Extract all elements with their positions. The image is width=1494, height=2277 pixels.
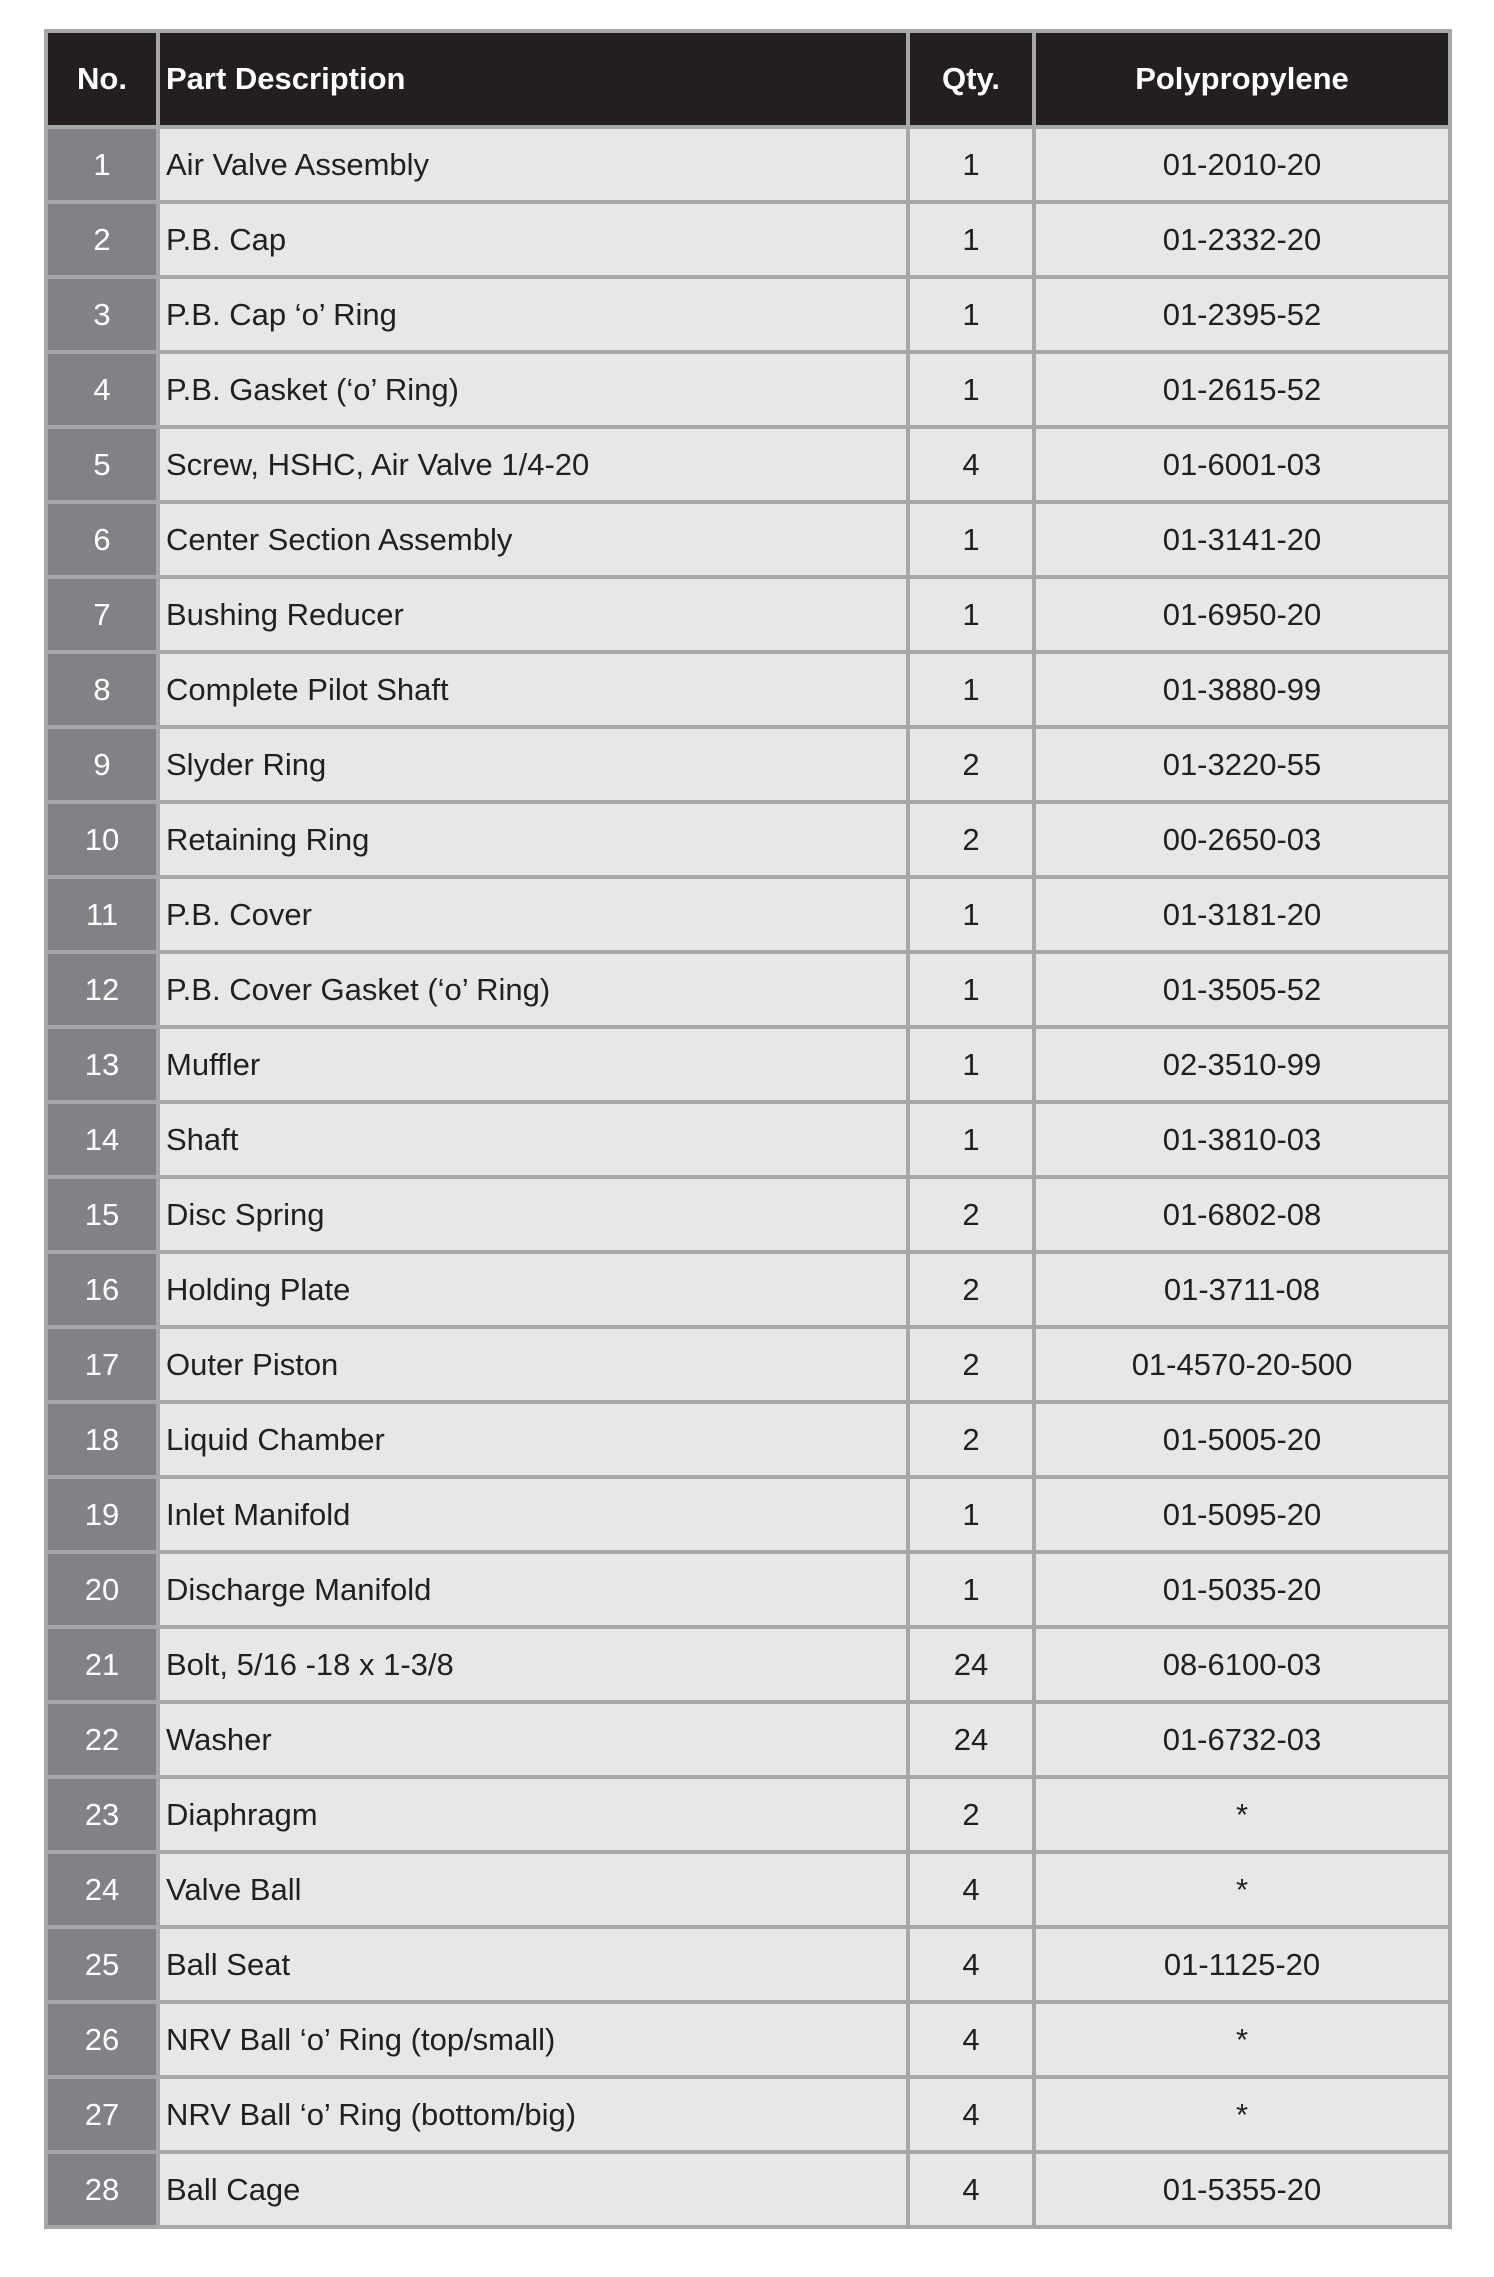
polypropylene-part-number: 01-4570-20-500 — [1034, 1327, 1450, 1402]
table-row — [46, 1777, 1450, 1852]
polypropylene-part-number: * — [1034, 2077, 1450, 2152]
part-description: P.B. Gasket (‘o’ Ring) — [158, 352, 908, 427]
quantity: 2 — [908, 1177, 1034, 1252]
table-row — [46, 1702, 1450, 1777]
table-row — [46, 1927, 1450, 2002]
quantity: 2 — [908, 1252, 1034, 1327]
quantity: 1 — [908, 127, 1034, 202]
quantity: 1 — [908, 952, 1034, 1027]
item-number: 26 — [46, 2002, 158, 2077]
polypropylene-part-number: 01-3711-08 — [1034, 1252, 1450, 1327]
table-row — [46, 1102, 1450, 1177]
polypropylene-part-number: * — [1034, 1852, 1450, 1927]
part-description: P.B. Cover Gasket (‘o’ Ring) — [158, 952, 908, 1027]
item-number: 9 — [46, 727, 158, 802]
polypropylene-part-number: 01-6732-03 — [1034, 1702, 1450, 1777]
header-qty: Qty. — [908, 31, 1034, 127]
item-number: 10 — [46, 802, 158, 877]
item-number: 6 — [46, 502, 158, 577]
part-description: Retaining Ring — [158, 802, 908, 877]
part-description: P.B. Cap — [158, 202, 908, 277]
part-description: Disc Spring — [158, 1177, 908, 1252]
table-row — [46, 577, 1450, 652]
polypropylene-part-number: 01-6950-20 — [1034, 577, 1450, 652]
part-description: Ball Seat — [158, 1927, 908, 2002]
polypropylene-part-number: 01-2010-20 — [1034, 127, 1450, 202]
polypropylene-part-number: 01-5355-20 — [1034, 2152, 1450, 2227]
table-row — [46, 727, 1450, 802]
part-description: Bolt, 5/16 -18 x 1-3/8 — [158, 1627, 908, 1702]
table-row — [46, 802, 1450, 877]
quantity: 1 — [908, 577, 1034, 652]
polypropylene-part-number: 01-3181-20 — [1034, 877, 1450, 952]
polypropylene-part-number: 01-3141-20 — [1034, 502, 1450, 577]
polypropylene-part-number: 01-5035-20 — [1034, 1552, 1450, 1627]
part-description: Ball Cage — [158, 2152, 908, 2227]
part-description: Slyder Ring — [158, 727, 908, 802]
part-description: Discharge Manifold — [158, 1552, 908, 1627]
header-no: No. — [46, 31, 158, 127]
quantity: 2 — [908, 802, 1034, 877]
item-number: 2 — [46, 202, 158, 277]
table-row — [46, 1627, 1450, 1702]
quantity: 1 — [908, 352, 1034, 427]
header-polypropylene: Polypropylene — [1034, 31, 1450, 127]
polypropylene-part-number: 02-3510-99 — [1034, 1027, 1450, 1102]
part-description: P.B. Cap ‘o’ Ring — [158, 277, 908, 352]
part-description: Inlet Manifold — [158, 1477, 908, 1552]
item-number: 18 — [46, 1402, 158, 1477]
quantity: 1 — [908, 1102, 1034, 1177]
quantity: 1 — [908, 652, 1034, 727]
item-number: 7 — [46, 577, 158, 652]
part-description: Muffler — [158, 1027, 908, 1102]
polypropylene-part-number: 01-3220-55 — [1034, 727, 1450, 802]
part-description: NRV Ball ‘o’ Ring (bottom/big) — [158, 2077, 908, 2152]
table-header — [46, 31, 1450, 127]
table-row — [46, 1852, 1450, 1927]
table-row — [46, 427, 1450, 502]
quantity: 4 — [908, 2077, 1034, 2152]
quantity: 1 — [908, 877, 1034, 952]
quantity: 1 — [908, 1552, 1034, 1627]
item-number: 5 — [46, 427, 158, 502]
polypropylene-part-number: 01-2615-52 — [1034, 352, 1450, 427]
quantity: 1 — [908, 277, 1034, 352]
item-number: 16 — [46, 1252, 158, 1327]
part-description: Holding Plate — [158, 1252, 908, 1327]
header-part-description: Part Description — [158, 31, 908, 127]
item-number: 28 — [46, 2152, 158, 2227]
polypropylene-part-number: 01-5005-20 — [1034, 1402, 1450, 1477]
polypropylene-part-number: * — [1034, 1777, 1450, 1852]
item-number: 25 — [46, 1927, 158, 2002]
item-number: 17 — [46, 1327, 158, 1402]
part-description: Outer Piston — [158, 1327, 908, 1402]
item-number: 19 — [46, 1477, 158, 1552]
polypropylene-part-number: 00-2650-03 — [1034, 802, 1450, 877]
polypropylene-part-number: 01-3810-03 — [1034, 1102, 1450, 1177]
part-description: Bushing Reducer — [158, 577, 908, 652]
item-number: 21 — [46, 1627, 158, 1702]
polypropylene-part-number: 01-6001-03 — [1034, 427, 1450, 502]
quantity: 2 — [908, 1777, 1034, 1852]
item-number: 27 — [46, 2077, 158, 2152]
item-number: 4 — [46, 352, 158, 427]
part-description: Washer — [158, 1702, 908, 1777]
polypropylene-part-number: 01-6802-08 — [1034, 1177, 1450, 1252]
polypropylene-part-number: 01-5095-20 — [1034, 1477, 1450, 1552]
polypropylene-part-number: 01-1125-20 — [1034, 1927, 1450, 2002]
quantity: 4 — [908, 427, 1034, 502]
item-number: 24 — [46, 1852, 158, 1927]
part-description: Valve Ball — [158, 1852, 908, 1927]
part-description: P.B. Cover — [158, 877, 908, 952]
quantity: 4 — [908, 2152, 1034, 2227]
quantity: 1 — [908, 1477, 1034, 1552]
table-row — [46, 652, 1450, 727]
polypropylene-part-number: 01-2395-52 — [1034, 277, 1450, 352]
table-row — [46, 502, 1450, 577]
quantity: 1 — [908, 202, 1034, 277]
part-description: Diaphragm — [158, 1777, 908, 1852]
quantity: 24 — [908, 1702, 1034, 1777]
polypropylene-part-number: 01-2332-20 — [1034, 202, 1450, 277]
item-number: 13 — [46, 1027, 158, 1102]
quantity: 2 — [908, 1327, 1034, 1402]
part-description: NRV Ball ‘o’ Ring (top/small) — [158, 2002, 908, 2077]
part-description: Air Valve Assembly — [158, 127, 908, 202]
quantity: 4 — [908, 1927, 1034, 2002]
table-row — [46, 952, 1450, 1027]
table-row — [46, 1402, 1450, 1477]
quantity: 1 — [908, 502, 1034, 577]
item-number: 14 — [46, 1102, 158, 1177]
header-row — [46, 31, 1450, 127]
quantity: 24 — [908, 1627, 1034, 1702]
table-row — [46, 1252, 1450, 1327]
item-number: 12 — [46, 952, 158, 1027]
polypropylene-part-number: 01-3505-52 — [1034, 952, 1450, 1027]
part-description: Screw, HSHC, Air Valve 1/4-20 — [158, 427, 908, 502]
table-row — [46, 1477, 1450, 1552]
table-row — [46, 1552, 1450, 1627]
table-row — [46, 877, 1450, 952]
item-number: 20 — [46, 1552, 158, 1627]
item-number: 22 — [46, 1702, 158, 1777]
item-number: 15 — [46, 1177, 158, 1252]
quantity: 4 — [908, 2002, 1034, 2077]
table-row — [46, 127, 1450, 202]
quantity: 4 — [908, 1852, 1034, 1927]
part-description: Center Section Assembly — [158, 502, 908, 577]
part-description: Complete Pilot Shaft — [158, 652, 908, 727]
table-body — [46, 127, 1450, 2227]
table-row — [46, 1027, 1450, 1102]
table-row — [46, 2002, 1450, 2077]
item-number: 1 — [46, 127, 158, 202]
item-number: 23 — [46, 1777, 158, 1852]
table-row — [46, 352, 1450, 427]
quantity: 1 — [908, 1027, 1034, 1102]
part-description: Shaft — [158, 1102, 908, 1177]
quantity: 2 — [908, 1402, 1034, 1477]
table-row — [46, 2152, 1450, 2227]
item-number: 11 — [46, 877, 158, 952]
table-row — [46, 202, 1450, 277]
part-description: Liquid Chamber — [158, 1402, 908, 1477]
polypropylene-part-number: 08-6100-03 — [1034, 1627, 1450, 1702]
item-number: 8 — [46, 652, 158, 727]
table-row — [46, 277, 1450, 352]
table-row — [46, 1177, 1450, 1252]
polypropylene-part-number: * — [1034, 2002, 1450, 2077]
table-row — [46, 2077, 1450, 2152]
quantity: 2 — [908, 727, 1034, 802]
table-row — [46, 1327, 1450, 1402]
item-number: 3 — [46, 277, 158, 352]
parts-list-table — [44, 29, 1452, 2229]
polypropylene-part-number: 01-3880-99 — [1034, 652, 1450, 727]
